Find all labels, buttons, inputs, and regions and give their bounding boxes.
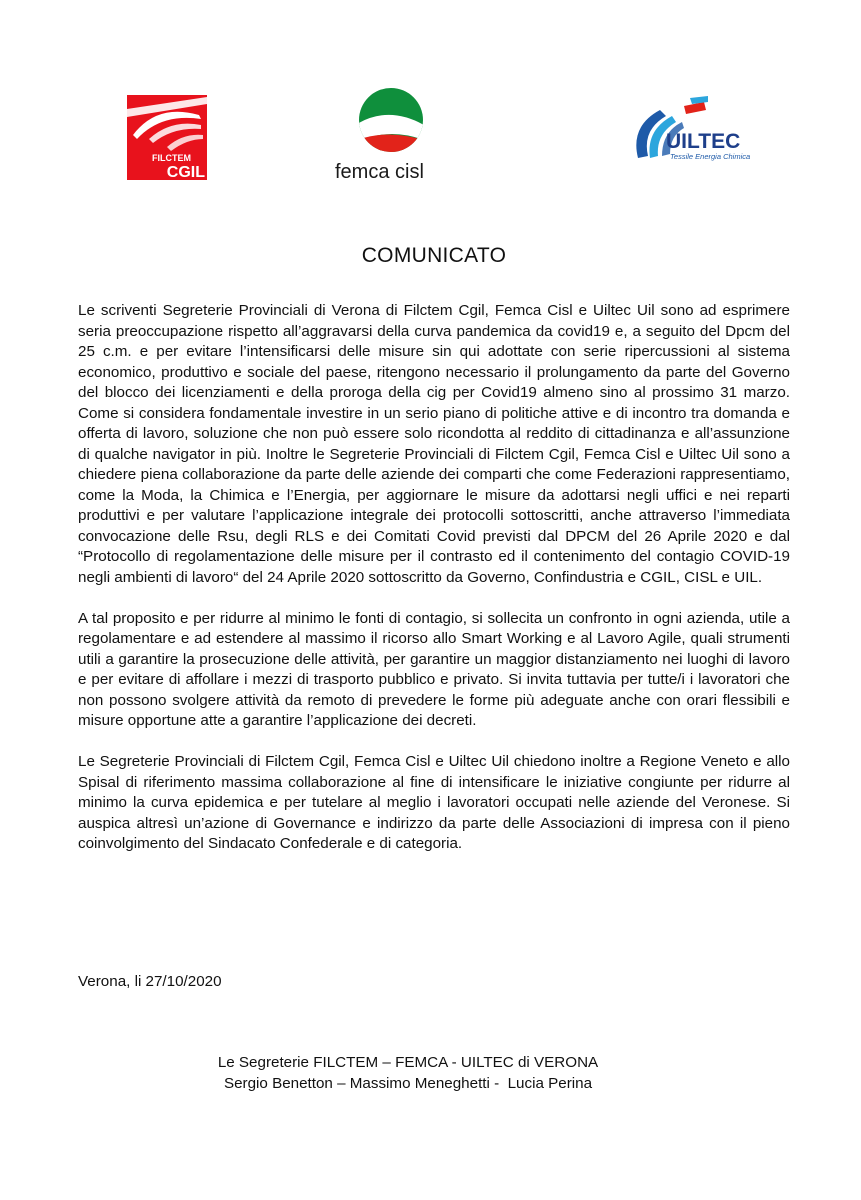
uiltec-logo-name: UILTEC <box>666 130 741 153</box>
paragraph-3: Le Segreterie Provinciali di Filctem Cgil, Femca Cisl e Uiltec Uil chiedono inoltre a Regione Veneto e allo Spisal di riferimento massima collaborazione al fine di intensificare le iniziative congiunte per ridurre al minimo la curva epidemica e per tutelare al meglio i lavoratori occupati nelle aziende del Veronese. Si auspica altresì un’azione di Governance e indirizzo da parte delle Associazioni di impresa con il pieno coinvolgimento del Sindacato Confederale e di categoria. <box>78 753 790 852</box>
uiltec-logo <box>626 96 758 178</box>
femca-cisl-logo <box>333 84 455 184</box>
paragraph-2: A tal proposito e per ridurre al minimo le fonti di contagio, si sollecita un confronto in ogni azienda, utile a regolamentare e ad estendere al massimo il ricorso allo Smart Working e al Lavoro Agile, quali strumenti utili a garantire la prosecuzione delle attività, per garantire un maggior distanziamento nei luoghi di lavoro e per evitare di affollare i mezzi di trasporto pubblico e privato. Si invita tuttavia per tutte/i i lavoratori che non possono svolgere attività da remoto di prevedere le forme più adeguate anche con orari flessibili e misure opportune atte a garantire l’applicazione dei decreti. <box>78 609 790 729</box>
signature-line-1: Le Segreterie FILCTEM – FEMCA - UILTEC di VERONA <box>217 1054 599 1071</box>
document-title: COMUNICATO <box>361 244 507 267</box>
uiltec-logo-tagline: Tessile Energia Chimica <box>670 152 751 161</box>
header-logos <box>0 0 861 200</box>
cgil-logo-line2: CGIL <box>166 164 205 180</box>
paragraph-1: Le scriventi Segreterie Provinciali di Verona di Filctem Cgil, Femca Cisl e Uiltec Uil sono ad esprimere seria preoccupazione rispetto all’aggravarsi della curva pandemica da covid19 e, a seguito del Dpcm del 25 c.m. e per evitare l’intensificarsi delle misure sin qui adottate con serie ripercussioni al sistema economico, produttivo e sociale del paese, ritengono necessario il prolungamento da parte del Governo del blocco dei licenziamenti e della proroga della cig per Covid19 almeno sino al prossimo 31 marzo. Come si considera fondamentale investire in un serio piano di politiche attive e di incontro tra domanda e offerta di lavoro, soluzione che non può essere solo ricondotta al reddito di cittadinanza e all’assunzione di qualche navigator in più. Inoltre le Segreterie Provinciali di Filctem Cgil, Femca Cisl e Uiltec Uil sono a chiedere piena collaborazione da parte delle aziende dei comparti che come Federazioni rappresentiamo, come la Moda, la Chimica e l’Energia, per aggiornare le misure da adottarsi negli uffici e nei reparti produttivi e per valutare l’applicazione integrale dei protocolli sottoscritti, anche attraverso l’immediata convocazione delle Rsu, degli RLS e dei Comitati Covid previsti dal DPCM del 26 Aprile 2020 e dal “Protocollo di regolamentazione delle misure per il contrasto ed il contenimento del contagio COVID-19 negli ambienti di lavoro“ del 24 Aprile 2020 sottoscritto da Governo, Confindustria e CGIL, CISL e UIL. <box>78 302 790 586</box>
signature-line-2: Sergio Benetton – Massimo Meneghetti - Lucia Perina <box>223 1075 593 1092</box>
femca-logo-text: femca cisl <box>335 161 424 183</box>
filctem-logo-line1: FILCTEM <box>152 153 191 163</box>
signature-block <box>0 1052 816 1094</box>
filctem-cgil-logo <box>127 95 207 180</box>
document-body <box>78 301 790 875</box>
document-date: Verona, li 27/10/2020 <box>78 973 222 990</box>
